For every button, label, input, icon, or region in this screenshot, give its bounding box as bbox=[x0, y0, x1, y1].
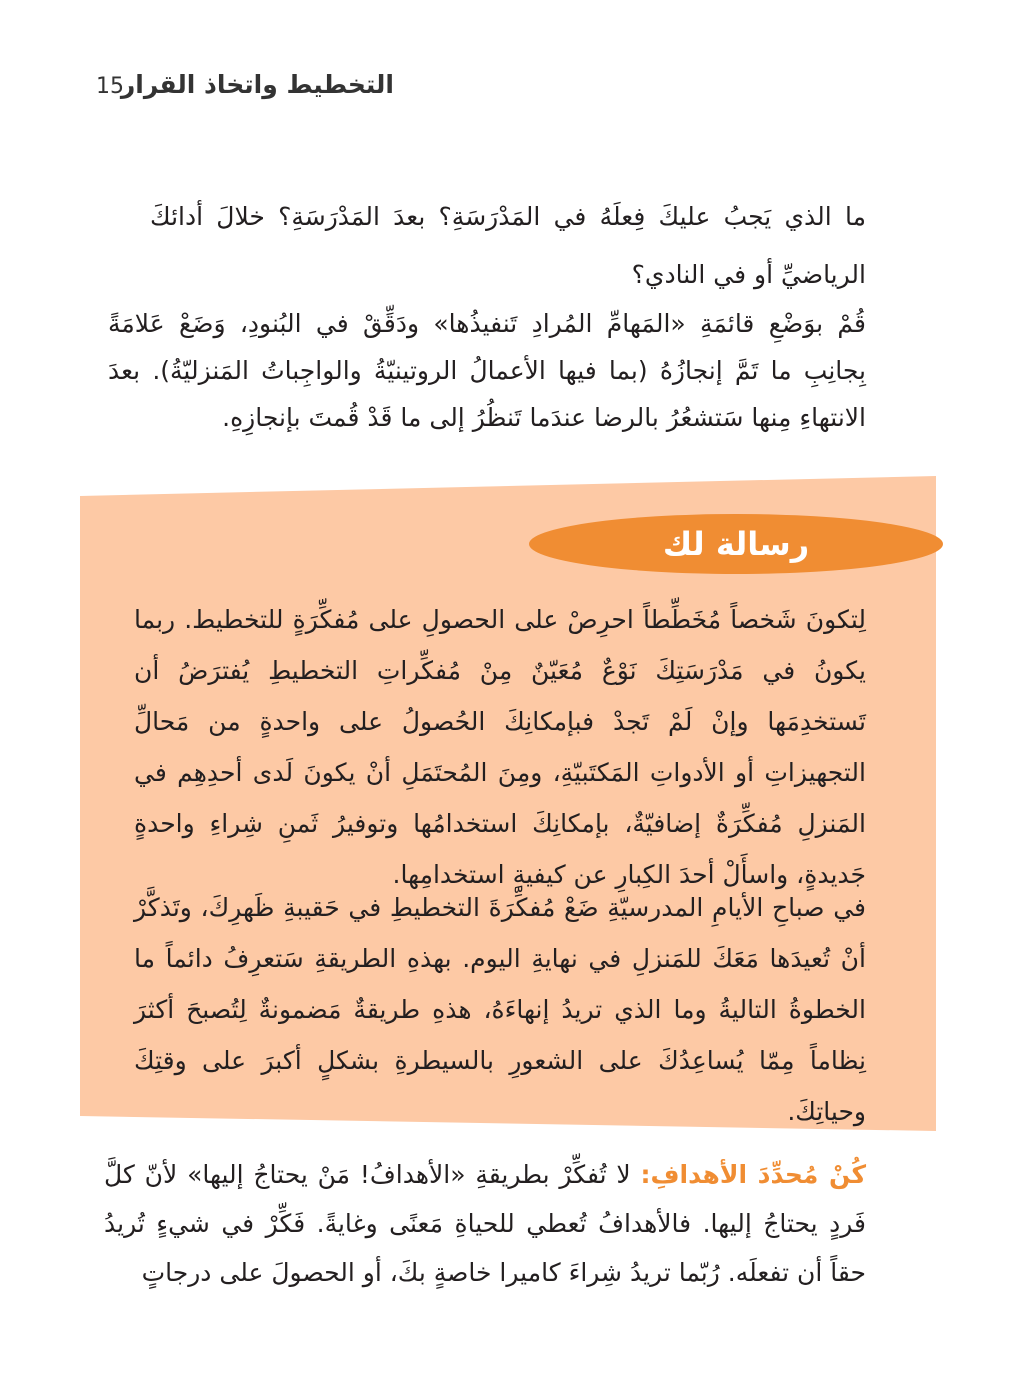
running-title: التخطيط واتخاذ القرار bbox=[120, 70, 394, 99]
message-title: رسالة لك bbox=[662, 525, 810, 563]
page-header bbox=[96, 68, 394, 112]
goals-body: لا تُفكِّرْ بطريقةِ «الأهدافُ! مَنْ يحتاجُ إليها» لأنّ كلَّ فَردٍ يحتاجُ إليها. فالأهدافُ تُعطي للحياةِ مَعنًى وغايةً. فَكِّرْ في شيءٍ تُريدُ حقاً أن تفعلَه. رُبّما تريدُ شِراءَ كاميرا خاصةٍ بكَ، أو الحصولَ على درجاتٍ bbox=[104, 1160, 866, 1287]
goals-lead: كُنْ مُحدِّدَ الأهدافِ: bbox=[640, 1160, 866, 1189]
goals-paragraph bbox=[104, 1150, 866, 1297]
intro-paragraph: ما الذي يَجبُ عليكَ فِعلَهُ في المَدْرَسَةِ؟ بعدَ المَدْرَسَةِ؟ خلالَ أدائكَ الرياضيِّ أو في النادي؟ bbox=[150, 202, 866, 289]
message-paragraph-1: لِتكونَ شَخصاً مُخَطِّطاً احرِصْ على الحصولِ على مُفكِّرَةٍ للتخطيط. ربما يكونُ في مَدْرَسَتِكَ نَوْعٌ مُعَيّنٌ مِنْ مُفكِّراتِ التخطيطِ يُفترَضُ أن تَستخدِمَها وإنْ لَمْ تَجدْ فبإمكانِكَ الحُصولُ على واحدةٍ من مَحالِّ التجهيزاتِ أو الأدواتِ المَكتَبيّةِ، ومِنَ المُحتَمَلِ أنْ يكونَ لَدى أحدِهِم في المَنزلِ مُفكِّرَةٌ إضافيّةٌ، بإمكانِكَ استخدامُها وتوفيرُ ثَمنِ شِراءِ واحدةٍ جَديدةٍ، واسأَلْ أحدَ الكِبارِ عن كيفيةِ استخدامِها. bbox=[134, 605, 866, 889]
task-list-paragraph: قُمْ بوَضْعِ قائمَةِ «المَهامِّ المُرادِ تَنفيذُها» ودَقِّقْ في البُنودِ، وَضَعْ عَلامَةً بِجانِبِ ما تَمَّ إنجازُهُ (بما فيها الأعمالُ الروتينيّةُ والواجِباتُ المَنزليّةُ). بعدَ الانتهاءِ مِنها سَتشعُرُ بالرضا عندَما تَنظُرُ إلى ما قَدْ قُمتَ بإنجازِهِ. bbox=[108, 309, 866, 432]
page-number: 15 bbox=[96, 74, 124, 99]
message-paragraph-2: في صباحِ الأيامِ المدرسيّةِ ضَعْ مُفكِّرَةَ التخطيطِ في حَقيبةِ ظَهرِكَ، وتَذكَّرْ أنْ تُعيدَها مَعَكَ للمَنزلِ في نهايةِ اليوم. بهذهِ الطريقةِ سَتعرِفُ دائماً ما الخطوةُ التاليةُ وما الذي تريدُ إنهاءَهُ، هذهِ طريقةٌ مَضمونةٌ لِتُصبحَ أكثرَ نِظاماً مِمّا يُساعِدُكَ على الشعورِ بالسيطرةِ بشكلٍ أكبرَ على وقتِكَ وحياتِكَ. bbox=[134, 893, 866, 1126]
